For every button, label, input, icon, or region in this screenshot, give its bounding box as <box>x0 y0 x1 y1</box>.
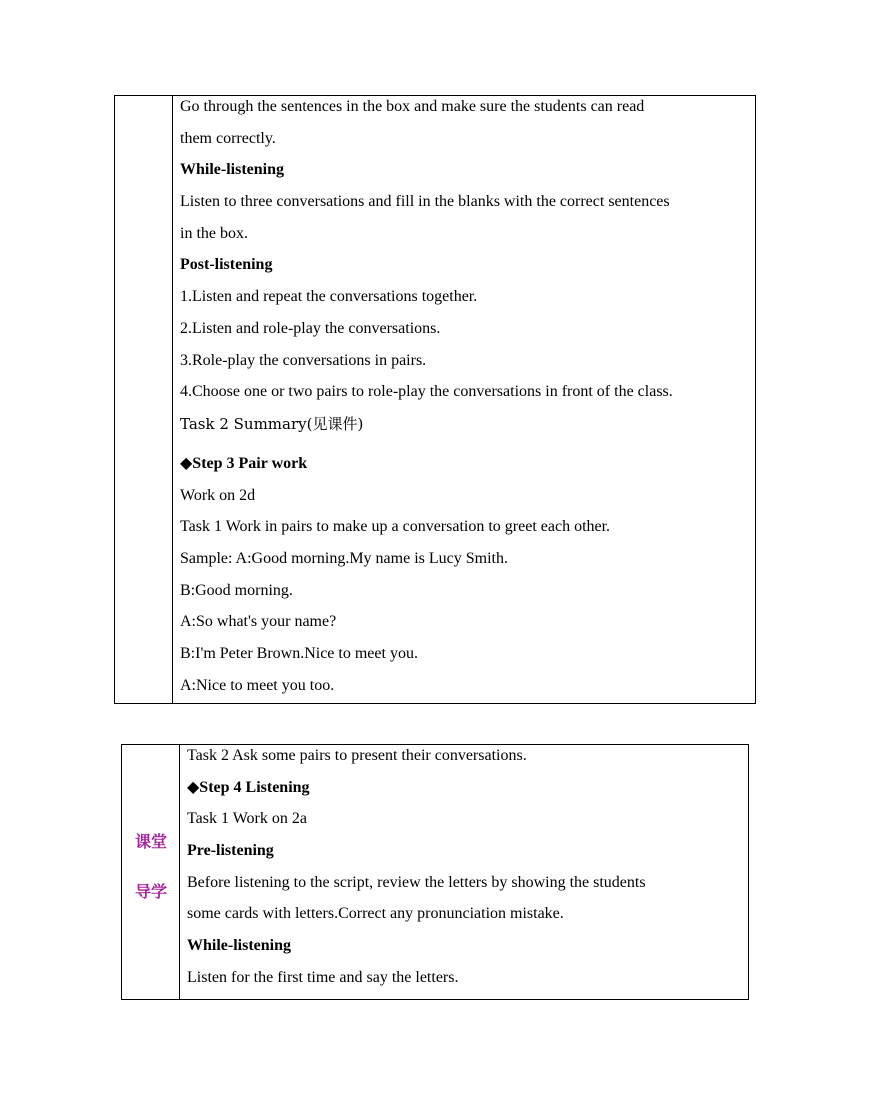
text-line: Work on 2d <box>180 486 256 504</box>
text-line: Go through the sentences in the box and make sure the students can read <box>180 98 645 115</box>
lesson-table-1 <box>114 95 756 704</box>
label-column <box>115 96 173 703</box>
text-line: Task 1 Work in pairs to make up a conversation to greet each other. <box>180 518 611 536</box>
section-heading: Post-listening <box>180 256 273 274</box>
section-label-line-1: 课堂 <box>134 832 167 851</box>
label-column <box>122 745 180 999</box>
text-line: A:Nice to meet you too. <box>180 676 335 694</box>
text-line: some cards with letters.Correct any pronunciation mistake. <box>187 905 564 923</box>
text-line: 2.Listen and role-play the conversations. <box>180 319 441 337</box>
text-line: them correctly. <box>180 129 276 147</box>
text-line: B:I'm Peter Brown.Nice to meet you. <box>180 645 418 662</box>
section-heading: While-listening <box>187 937 292 955</box>
content-column <box>180 745 748 999</box>
text-line: Task 2 Ask some pairs to present their conversations. <box>187 747 527 764</box>
content-column <box>173 96 755 703</box>
text-line: Listen for the first time and say the letters. <box>187 968 459 986</box>
section-heading: While-listening <box>180 161 285 179</box>
section-heading: Pre-listening <box>187 842 274 860</box>
text-line: 4.Choose one or two pairs to role-play the conversations in front of the class. <box>180 383 673 401</box>
text-line: Task 1 Work on 2a <box>187 810 307 828</box>
text-line: Task 2 Summary(见课件) <box>180 414 364 433</box>
text-line: 1.Listen and repeat the conversations together. <box>180 288 478 306</box>
lesson-table-2 <box>121 744 749 1000</box>
section-label-line-2: 导学 <box>134 882 167 901</box>
text-line: 3.Role-play the conversations in pairs. <box>180 351 427 369</box>
text-line: A:So what's your name? <box>180 613 337 631</box>
text-line: in the box. <box>180 224 248 242</box>
text-line: Listen to three conversations and fill in the blanks with the correct sentences <box>180 193 670 211</box>
text-line: Sample: A:Good morning.My name is Lucy Smith. <box>180 549 508 567</box>
text-line: Before listening to the script, review the letters by showing the students <box>187 873 646 891</box>
section-heading: ◆Step 3 Pair work <box>180 454 308 472</box>
text-line: B:Good morning. <box>180 581 293 599</box>
section-heading: ◆Step 4 Listening <box>187 778 310 796</box>
